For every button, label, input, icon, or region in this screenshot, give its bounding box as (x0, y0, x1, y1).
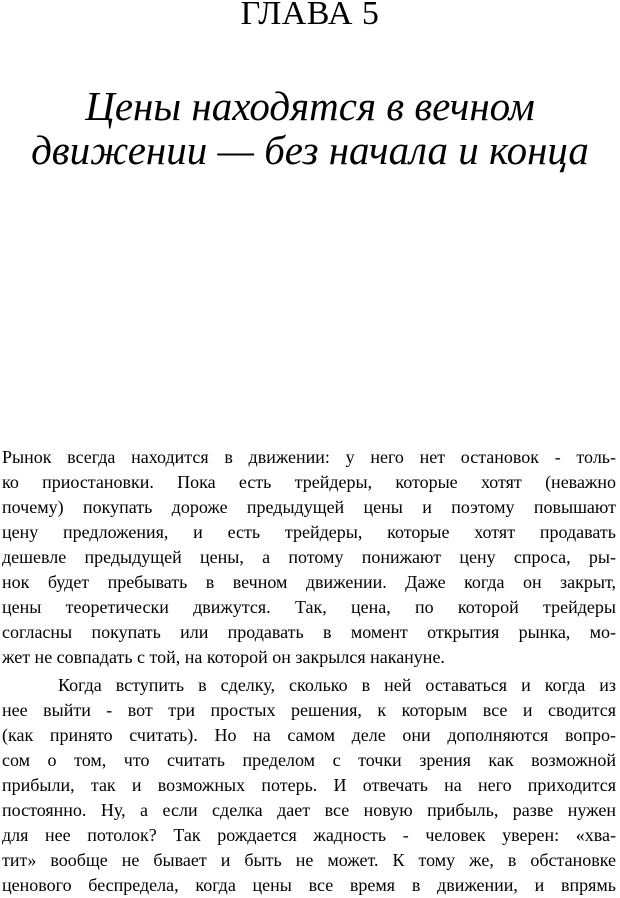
chapter-title (0, 84, 620, 172)
text-line: дешевле предыдущей цены, а потому понижают цену спроса, ры- (2, 547, 616, 567)
paragraph-1 (2, 445, 616, 670)
text-line: ко приостановки. Пока есть трейдеры, которые хотят (неважно (2, 472, 616, 492)
chapter-title-line: движении — без начала и конца (31, 127, 589, 173)
text-line: жет не совпадать с той, на которой он закрылся накануне. (2, 647, 445, 667)
chapter-label: ГЛАВА 5 (240, 0, 380, 32)
text-line: цены теоретически движутся. Так, цена, по которой трейдеры (2, 597, 616, 617)
text-line: для нее потолок? Так рождается жадность - человек уверен: «хва- (2, 825, 616, 845)
text-line: ценового беспредела, когда цены все время в движении, и впрямь (2, 875, 616, 895)
text-line: цену предложения, и есть трейдеры, которые хотят продавать (2, 522, 616, 542)
text-line: постоянно. Ну, а если сделка дает все новую прибыль, разве нужен (2, 800, 616, 820)
text-line: нок будет пребывать в вечном движении. Даже когда он закрыт, (2, 572, 616, 592)
text-line: сом о том, что считать пределом с точки зрения как возможной (2, 750, 616, 770)
text-line: Когда вступить в сделку, сколько в ней оставаться и когда из (58, 675, 616, 695)
text-line: почему) покупать дороже предыдущей цены и поэтому повышают (2, 497, 616, 517)
text-line: прибыли, так и возможных потерь. И отвечать на него приходится (2, 775, 616, 795)
text-line: тит» вообще не бывает и быть не может. К тому же, в обстановке (2, 850, 616, 870)
chapter-title-line: Цены находятся в вечном (85, 83, 535, 129)
text-line: Рынок всегда находится в движении: у него нет остановок - толь- (2, 447, 616, 467)
paragraph-2 (2, 673, 616, 898)
text-line: (как принято считать). Но на самом деле они дополняются вопро- (2, 725, 616, 745)
text-line: нее выйти - вот три простых решения, к которым все и сводится (2, 700, 616, 720)
text-line: согласны покупать или продавать в момент открытия рынка, мо- (2, 622, 616, 642)
body-text (2, 445, 616, 898)
